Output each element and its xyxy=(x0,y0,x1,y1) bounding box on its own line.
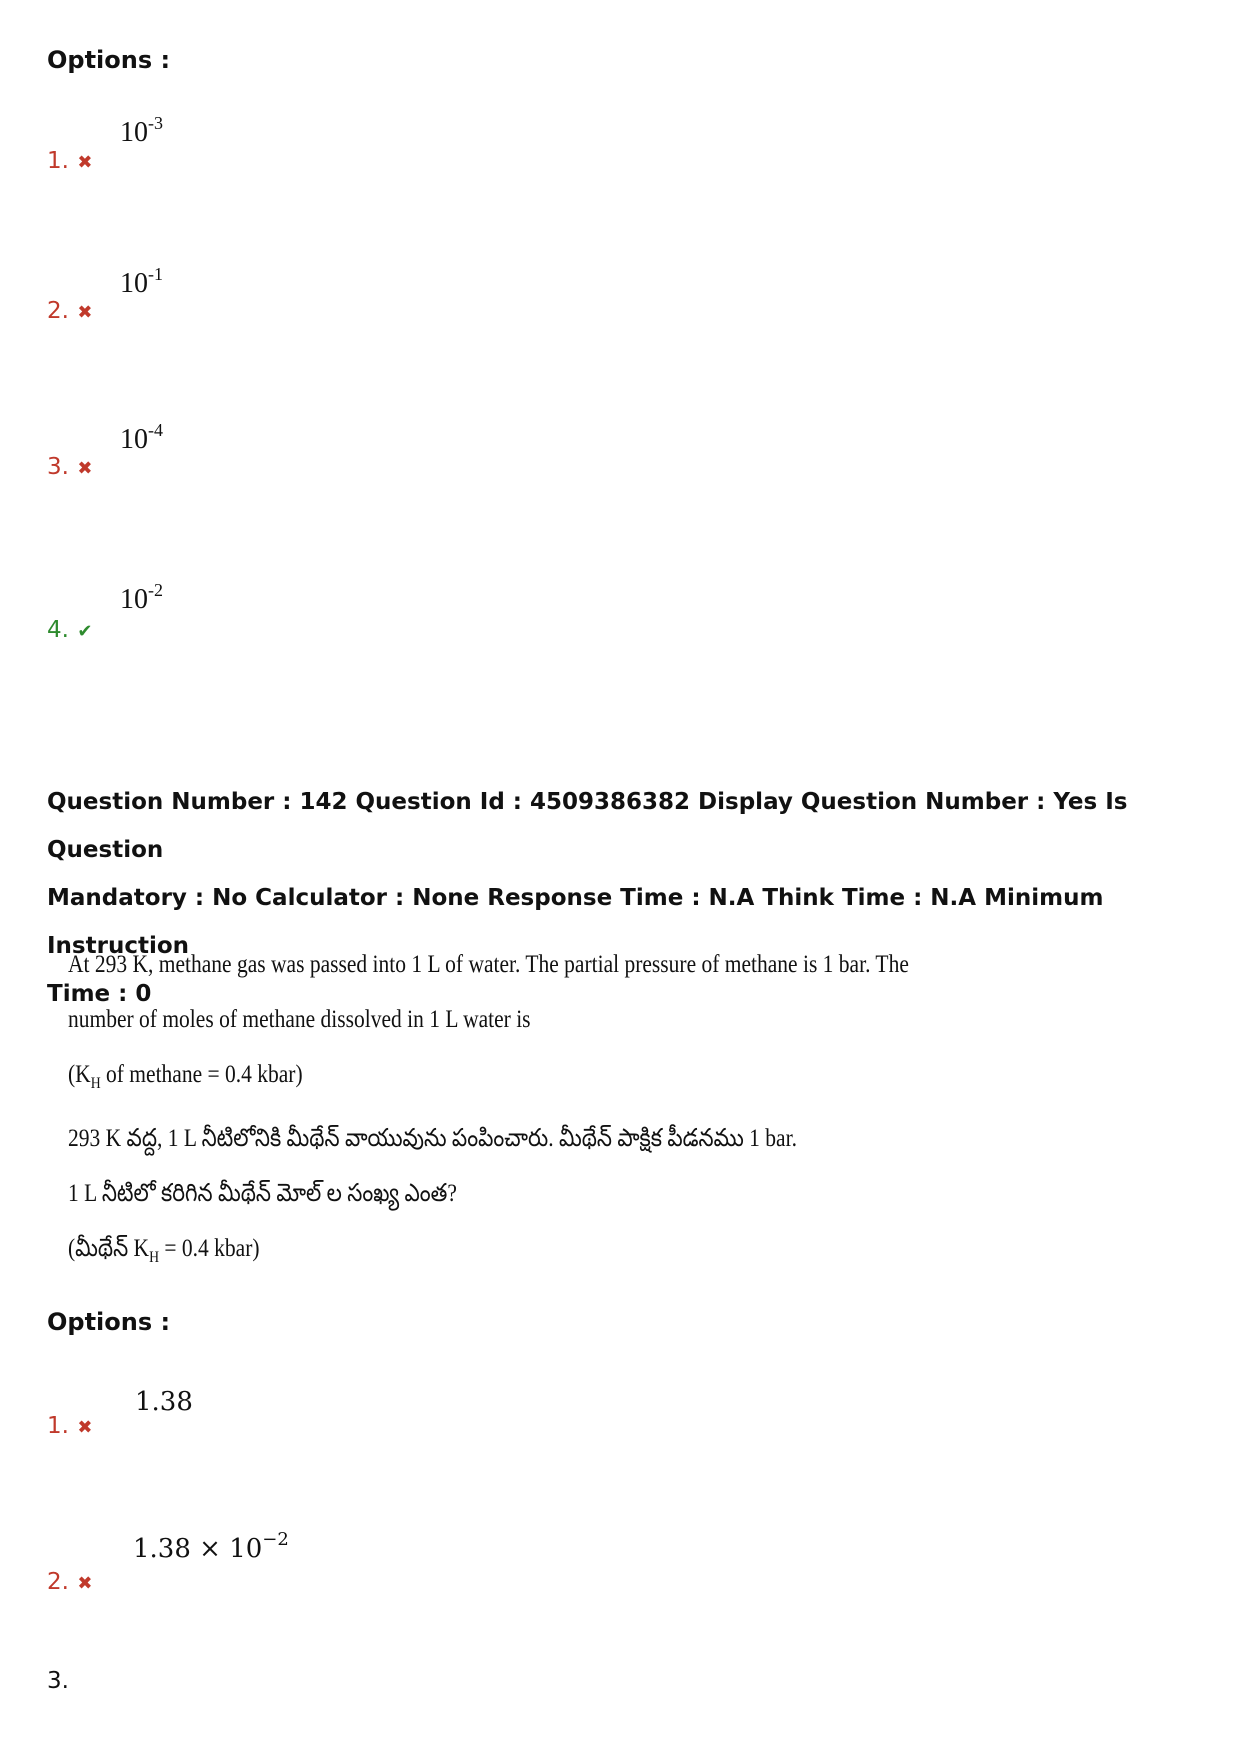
option-1 xyxy=(47,1413,95,1439)
question-te-line-1: 293 K వద్ద, 1 L నీటిలోనికి మీథేన్ వాయువును పంపించారు. మీథేన్ పాక్షిక పీడనము 1 bar. xyxy=(68,1125,797,1152)
cross-icon: ✖ xyxy=(77,1573,93,1594)
option-number: 2. xyxy=(47,1569,69,1595)
question-meta-line-1: Question Number : 142 Question Id : 4509386382 Display Question Number : Yes Is Question xyxy=(47,789,1128,863)
question-en-line-3: ($K_H$ of methane = 0.4 kbar) xyxy=(68,1061,303,1092)
question-en-line-1: At 293 K, methane gas was passed into 1 L of water. The partial pressure of methane is 1 bar. The xyxy=(68,951,909,978)
option-number: 3. xyxy=(47,454,69,480)
cross-icon: ✖ xyxy=(77,152,93,173)
question-en-line-2: number of moles of methane dissolved in 1 L water is xyxy=(68,1006,531,1033)
check-icon: ✔ xyxy=(77,621,93,642)
option-2 xyxy=(47,298,95,324)
option-2 xyxy=(47,1569,95,1595)
question-text xyxy=(68,937,909,1285)
option-number: 2. xyxy=(47,298,69,324)
option-1-value: $10^{-3}$ xyxy=(120,113,163,148)
option-2-value: $10^{-1}$ xyxy=(120,264,163,299)
question-meta-line-2: Mandatory : No Calculator : None Response Time : N.A Think Time : N.A Minimum Instruction xyxy=(47,885,1104,959)
option-3-value: $10^{-4}$ xyxy=(120,420,163,455)
options-label: Options : xyxy=(47,46,171,74)
cross-icon: ✖ xyxy=(77,1417,93,1438)
cross-icon: ✖ xyxy=(77,302,93,323)
option-number: 1. xyxy=(47,1413,69,1439)
option-4 xyxy=(47,617,95,643)
option-3 xyxy=(47,1668,69,1694)
question-te-line-3: (మీథేన్ $K_H = 0.4$ kbar) xyxy=(68,1235,260,1266)
option-number: 1. xyxy=(47,148,69,174)
option-1 xyxy=(47,148,95,174)
option-3 xyxy=(47,454,95,480)
option-4-value: $10^{-2}$ xyxy=(120,580,163,615)
option-number: 4. xyxy=(47,617,69,643)
option-2-value: $1.38 \times 10^{-2}$ xyxy=(133,1529,289,1564)
question-te-line-2: 1 L నీటిలో కరిగిన మీథేన్ మోల్ ల సంఖ్య ఎంత? xyxy=(68,1180,457,1207)
options-label: Options : xyxy=(47,1308,171,1336)
option-1-value: 1.38 xyxy=(135,1387,193,1417)
cross-icon: ✖ xyxy=(77,458,93,479)
question-meta-line-3: Time : 0 xyxy=(47,981,152,1007)
option-number: 3. xyxy=(47,1668,69,1694)
